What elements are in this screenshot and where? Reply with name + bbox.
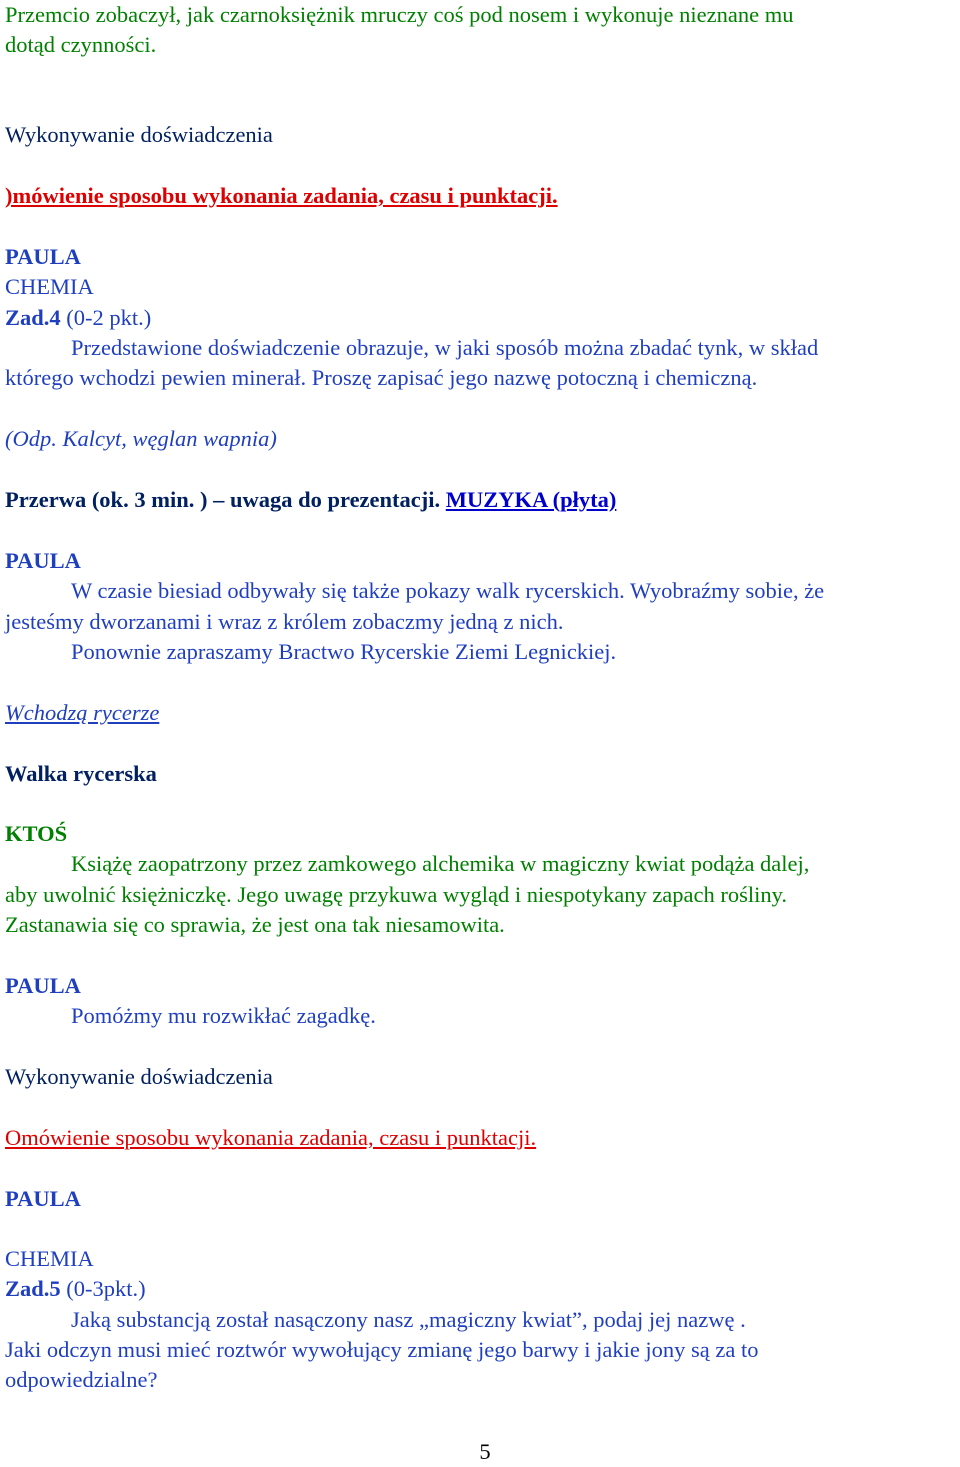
subject-chemia: CHEMIA <box>5 274 94 300</box>
ktos-line-2b: Jego uwagę przykuwa wygląd i niespotykany zapach rośliny. <box>231 881 788 907</box>
task-5-label: Zad.5 <box>5 1276 61 1302</box>
break-note <box>5 485 960 515</box>
speaker-paula: PAULA <box>5 1186 81 1211</box>
task-5-line-1: Jaką substancją został nasączony nasz „magiczny kwiat”, podaj jej nazwę . <box>71 1306 746 1332</box>
paula-help-line: Pomóżmy mu rozwikłać zagadkę. <box>71 1003 376 1029</box>
experiment-instruction-1: )mówienie sposobu wykonania zadania, czasu i punktacji. <box>5 183 558 208</box>
task-4-answer: (Odp. Kalcyt, węglan wapnia) <box>5 426 277 451</box>
task-5-line-2: Jaki odczyn musi mieć roztwór wywołujący zmianę jego barwy i jakie jony są za to <box>5 1336 759 1362</box>
speaker-paula: PAULA <box>5 973 81 998</box>
knights-line-3: Ponownie zapraszamy Bractwo Rycerskie Ziemi Legnickiej. <box>71 638 617 664</box>
break-text: Przerwa (ok. 3 min. ) – uwaga do prezentacji. <box>5 487 441 512</box>
task-5-points: (0-3pkt.) <box>60 1276 146 1302</box>
knights-line-1a: W czasie biesiad odbywały się także pokazy walk rycerskich. <box>71 578 625 604</box>
intro-line-2: dotąd czynności. <box>5 32 157 58</box>
speaker-ktos: KTOŚ <box>5 821 68 846</box>
knights-line-2: jesteśmy dworzanami i wraz z królem zobaczmy jedną z nich. <box>5 608 564 634</box>
task-4-line-2b: Proszę zapisać jego nazwę potoczną i chemiczną. <box>306 365 758 391</box>
task-4-label: Zad.4 <box>5 304 61 330</box>
paula-knights-block <box>5 546 960 667</box>
speaker-paula: PAULA <box>5 244 81 269</box>
paula-task-4-block <box>5 242 960 393</box>
subject-chemia: CHEMIA <box>5 1246 94 1271</box>
intro-paragraph <box>5 0 960 61</box>
knights-enter: Wchodzą rycerze <box>5 700 160 725</box>
page-number: 5 <box>479 1439 491 1464</box>
task-4-points: (0-2 pkt.) <box>60 304 152 330</box>
ktos-line-1: Książę zaopatrzony przez zamkowego alchemika w magiczny kwiat podąża dalej, <box>71 851 810 877</box>
paula-task-5-block <box>5 1244 960 1395</box>
experiment-heading-2: Wykonywanie doświadczenia <box>5 1064 273 1089</box>
ktos-line-2a: aby uwolnić księżniczkę. <box>5 881 232 907</box>
ktos-line-3: Zastanawia się co sprawia, że jest ona tak niesamowita. <box>5 911 505 937</box>
knights-line-1b: Wyobraźmy sobie, że <box>624 578 825 604</box>
speaker-paula: PAULA <box>5 548 81 573</box>
task-5-line-3: odpowiedzialne? <box>5 1367 158 1393</box>
knights-fight: Walka rycerska <box>5 761 157 786</box>
paula-task-5-speaker-block <box>5 1184 960 1214</box>
task-4-line-1: Przedstawione doświadczenie obrazuje, w jaki sposób można zbadać tynk, w skład <box>71 334 819 360</box>
experiment-heading-1: Wykonywanie doświadczenia <box>5 122 273 147</box>
experiment-instruction-2: Omówienie sposobu wykonania zadania, czasu i punktacji. <box>5 1125 537 1150</box>
intro-line-1: Przemcio zobaczył, jak czarnoksiężnik mruczy coś pod nosem i wykonuje nieznane mu <box>5 2 794 27</box>
music-link[interactable]: MUZYKA (płyta) <box>445 487 617 512</box>
paula-help-block <box>5 971 960 1032</box>
task-4-line-2a: którego wchodzi pewien minerał. <box>5 365 307 391</box>
ktos-block <box>5 819 960 940</box>
